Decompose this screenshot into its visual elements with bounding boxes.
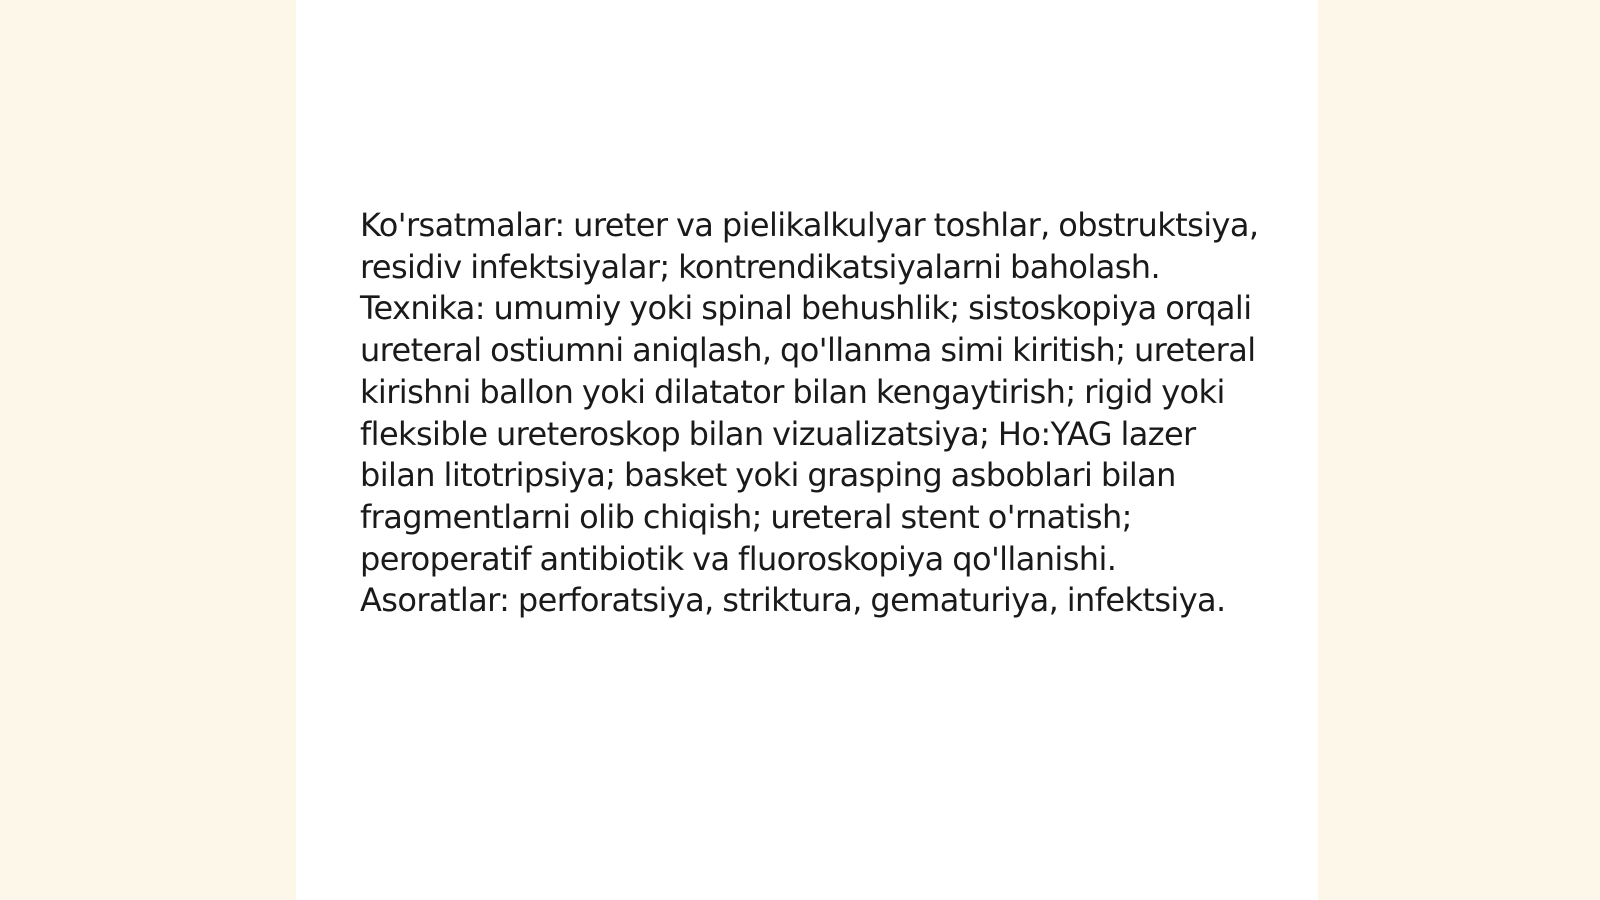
body-paragraph: Ko'rsatmalar: ureter va pielikalkulyar toshlar, obstruktsiya, residiv infektsiyalar; kontrendikatsiyalarni baholash. Texnika: umumiy yoki spinal behushlik; sistoskopiya orqali ureteral ostiumni aniqlash, qo'llanma simi kiritish; ureteral kirishni ballon yoki dilatator bilan kengaytirish; rigid yoki fleksible ureteroskop bilan vizualizatsiya; Ho:YAG lazer bilan litotripsiya; basket yoki grasping asboblari bilan fragmentlarni olib chiqish; ureteral stent o'rnatish; peroperatif antibiotik va fluoroskopiya qo'llanishi. Asoratlar: perforatsiya, striktura, gematuriya, infektsiya. (360, 206, 1259, 620)
document-page (296, 0, 1318, 900)
